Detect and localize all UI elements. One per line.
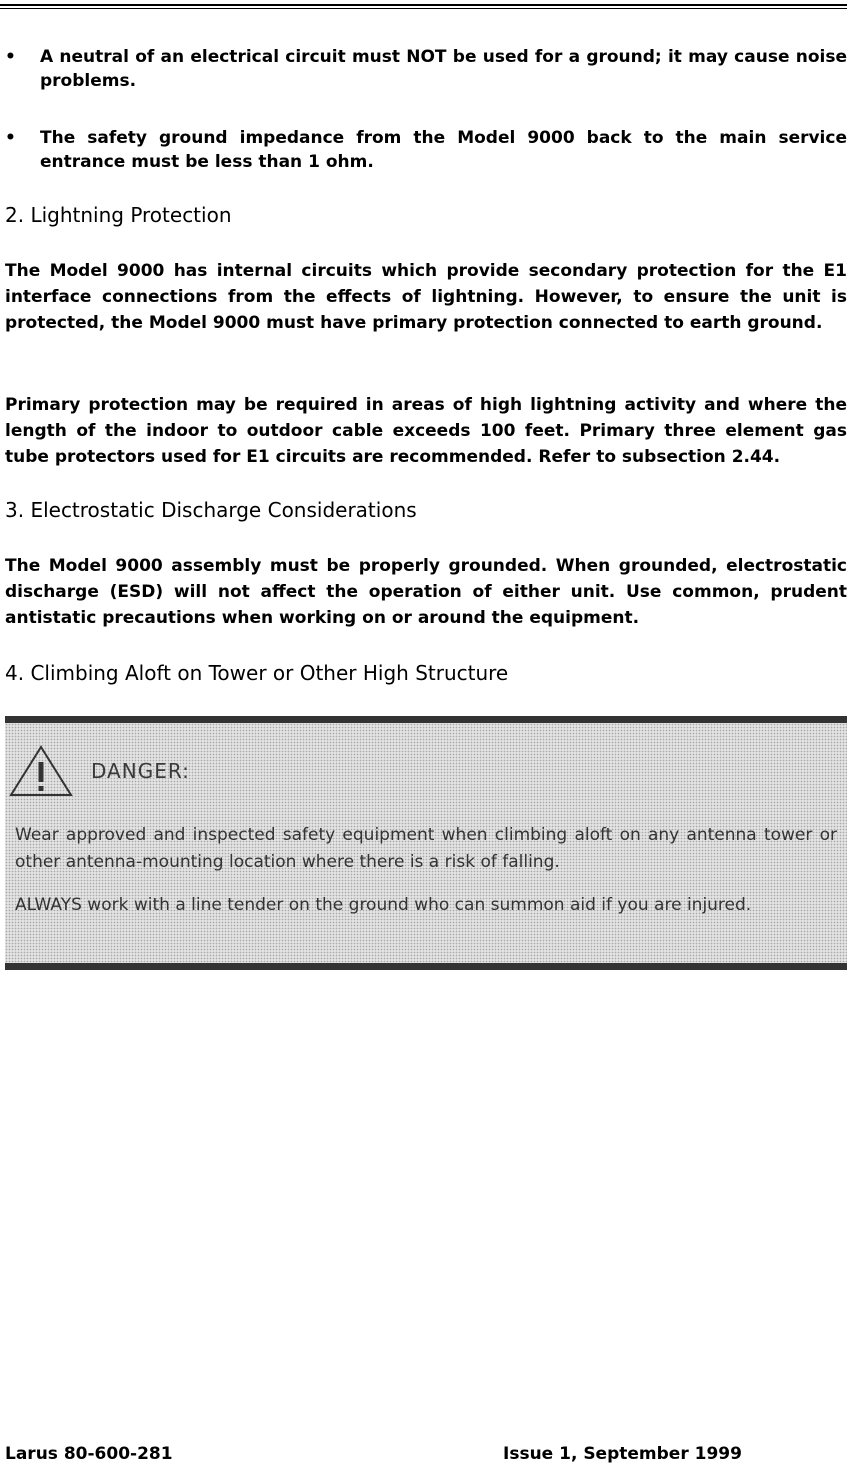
danger-paragraph-2: ALWAYS work with a line tender on the ground who can summon aid if you are injured. [15,895,752,915]
lightning-para1-text: The Model 9000 has internal circuits which provide secondary protection for the E1 interface connections from the effects of lightning. However, to ensure the unit is protected, the Model 9000 [5,261,847,333]
bullet-dot: • [5,47,16,67]
footer-document-number: Larus 80-600-281 [5,1444,173,1464]
danger-label: DANGER: [91,759,190,783]
danger-paragraph-1: Wear approved and inspected safety equipment when climbing aloft on any antenna tower or other antenna-mounting location where there is a risk of falling. [15,825,837,872]
top-rule [0,4,847,9]
bullet-text: A neutral of an electrical circuit must NOT be used for a ground; it may cause noise problems. [40,47,847,91]
bullet-item [5,126,847,174]
section-heading-lightning: 2. Lightning Protection [5,203,232,227]
danger-callout [5,716,847,970]
bullet-item [5,45,847,93]
section-heading-esd: 3. Electrostatic Discharge Considerations [5,498,417,522]
must-emphasis: must [266,313,315,333]
lightning-paragraph-2: Primary protection may be required in areas of high lightning activity and where the length of the indoor to outdoor cable exceeds 100 feet. Primary three element gas tube protectors used for E1 circuits are recommended. Refer to subsection 2.44. [5,395,847,467]
warning-triangle-icon [9,745,73,797]
bullet-dot: • [5,128,16,148]
bullet-text: The safety ground impedance from the Model 9000 back to the main service entrance must be less than 1 ohm. [40,128,847,172]
section-heading-climbing: 4. Climbing Aloft on Tower or Other High Structure [5,661,509,685]
lightning-paragraph-1 [5,258,847,336]
esd-paragraph: The Model 9000 assembly must be properly grounded. When grounded, electrostatic discharge (ESD) will not affect the operation of either unit. Use common, prudent antistatic precautions when working on or around the equipment. [5,556,847,628]
lightning-para1-text-end: have primary protection connected to earth ground. [314,313,823,333]
footer-issue-date: Issue 1, September 1999 [503,1444,742,1464]
